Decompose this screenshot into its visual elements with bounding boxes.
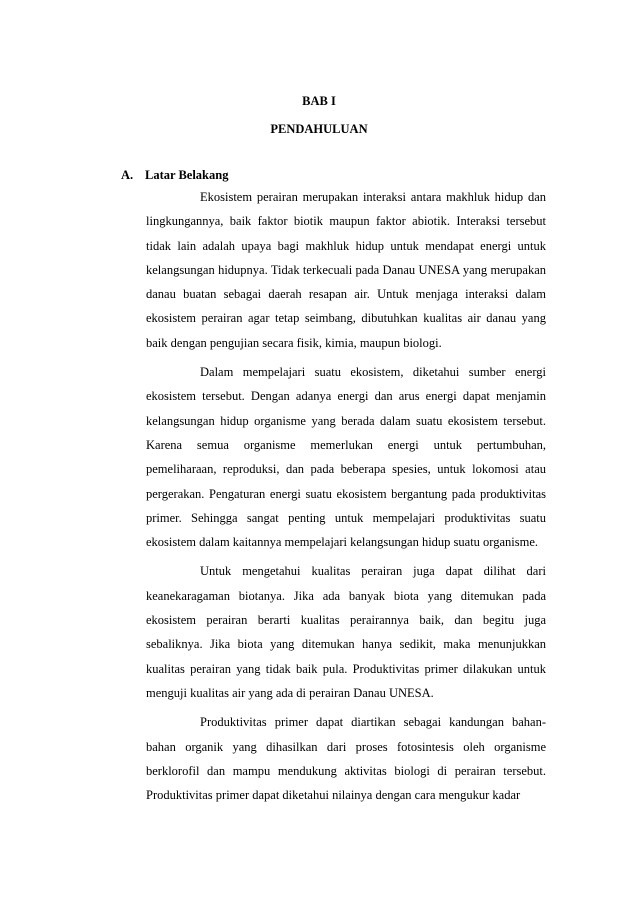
paragraph: Ekosistem perairan merupakan interaksi antara makhluk hidup dan lingkungannya, baik faktor biotik maupun faktor abiotik. Interaksi tersebut tidak lain adalah upaya bagi makhluk hidup untuk mendapat energi untuk kelangsungan hidupnya. Tidak terkecuali pada Danau UNESA yang merupakan danau buatan sebagai daerah resapan air. Untuk menjaga interaksi dalam ekosistem perairan agar tetap seimbang, dibutuhkan kualitas air danau yang baik dengan pengujian secara fisik, kimia, maupun biologi. xyxy=(146,190,546,350)
section-letter: A. xyxy=(121,168,134,182)
section-title: Latar Belakang xyxy=(145,168,229,182)
chapter-title: PENDAHULUAN xyxy=(270,122,368,136)
paragraph: Untuk mengetahui kualitas perairan juga dapat dilihat dari keanekaragaman biotanya. Jika ada banyak biota yang ditemukan pada ekosistem perairan berarti kualitas perairannya baik, dan begitu juga sebaliknya. Jika biota yang ditemukan hanya sedikit, maka menunjukkan kualitas perairan yang tidak baik pula. Produktivitas primer dilakukan untuk menguji kualitas air yang ada di perairan Danau UNESA. xyxy=(146,564,546,700)
paragraph: Produktivitas primer dapat diartikan sebagai kandungan bahan-bahan organik yang dihasilkan dari proses fotosintesis oleh organisme berklorofil dan mampu mendukung aktivitas biologi di perairan tersebut. Produktivitas primer dapat diketahui nilainya dengan cara mengukur kadar xyxy=(146,715,546,803)
section-heading xyxy=(121,167,228,183)
paragraph: Dalam mempelajari suatu ekosistem, diketahui sumber energi ekosistem tersebut. Dengan adanya energi dan arus energi dapat menjamin kelangsungan hidup organisme yang berada dalam suatu ekosistem tersebut. Karena semua organisme memerlukan energi untuk pertumbuhan, pemeliharaan, reproduksi, dan pada beberapa spesies, untuk lokomosi atau pergerakan. Pengaturan energi suatu ekosistem bergantung pada produktivitas primer. Sehingga sangat penting untuk mempelajari produktivitas suatu ekosistem dalam kaitannya mempelajari kelangsungan hidup suatu organisme. xyxy=(146,365,546,550)
chapter-number: BAB I xyxy=(302,94,336,108)
body-text xyxy=(146,185,546,812)
